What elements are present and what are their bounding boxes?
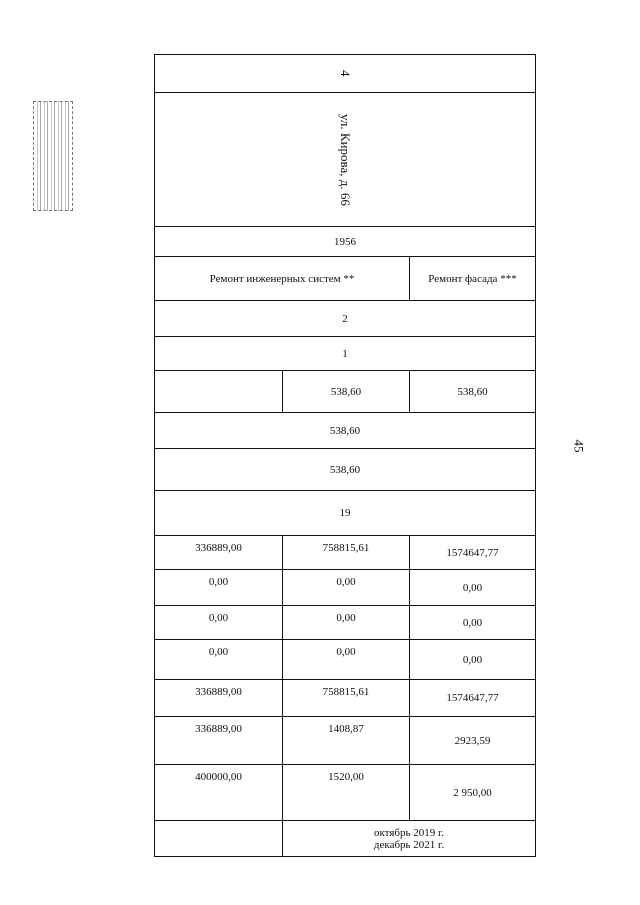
table-row <box>155 257 535 301</box>
table-row <box>155 680 535 717</box>
cost-cell: 1520,00 <box>282 765 409 820</box>
cost-cell: 2923,59 <box>409 717 535 764</box>
cost-cell: 0,00 <box>282 640 409 679</box>
table-row <box>155 606 535 640</box>
data-table <box>154 54 536 857</box>
table-row <box>155 640 535 680</box>
cost-cell: 336889,00 <box>195 686 242 698</box>
area-mid-cell: 538,60 <box>282 371 409 412</box>
column-number: 4 <box>338 70 353 77</box>
period-cell <box>282 821 535 856</box>
cost-cell: 0,00 <box>282 570 409 605</box>
row-1-cell: 1 <box>342 347 348 360</box>
row-2-cell: 2 <box>342 312 348 325</box>
table-row <box>155 55 535 93</box>
area-left-cell <box>155 371 282 412</box>
table-row <box>155 717 535 765</box>
table-row <box>155 227 535 257</box>
table-row <box>155 371 535 413</box>
cost-cell: 1408,87 <box>282 717 409 764</box>
page-number: 45 <box>571 439 587 453</box>
table-row <box>155 337 535 371</box>
area-right-cell: 538,60 <box>409 371 535 412</box>
address-cell: ул. Кирова, д. 66 <box>338 113 353 206</box>
cost-cell: 0,00 <box>409 606 535 639</box>
table-row <box>155 765 535 821</box>
cost-cell: 0,00 <box>409 640 535 679</box>
cost-cell: 0,00 <box>208 646 229 658</box>
cost-cell: 0,00 <box>208 576 229 588</box>
work-type-facade: Ремонт фасада *** <box>409 257 535 300</box>
cost-cell: 2 950,00 <box>409 765 535 820</box>
area-total-2: 538,60 <box>329 463 361 476</box>
cost-cell: 336889,00 <box>195 542 242 554</box>
table-row <box>155 301 535 337</box>
cost-cell: 1574647,77 <box>409 680 535 716</box>
table-row <box>155 570 535 606</box>
cost-cell: 336889,00 <box>195 723 242 735</box>
cost-cell: 0,00 <box>208 612 229 624</box>
stamp-mark <box>33 101 73 211</box>
cost-cell: 400000,00 <box>195 771 242 783</box>
period-end: декабрь 2021 г. <box>373 838 445 851</box>
table-row <box>155 93 535 227</box>
cost-cell: 0,00 <box>282 606 409 639</box>
cost-cell: 758815,61 <box>282 680 409 716</box>
cost-cell: 758815,61 <box>282 536 409 569</box>
work-type-engineering: Ремонт инженерных систем ** <box>209 272 355 285</box>
year-cell: 1956 <box>334 235 356 248</box>
area-total-1: 538,60 <box>329 424 361 437</box>
cost-cell: 0,00 <box>409 570 535 605</box>
table-row <box>155 413 535 449</box>
table-row <box>155 821 535 856</box>
table-row <box>155 491 535 536</box>
residents-cell: 19 <box>339 507 351 519</box>
table-row <box>155 536 535 570</box>
table-row <box>155 449 535 491</box>
period-empty-cell <box>155 821 282 856</box>
period-start: октябрь 2019 г. <box>373 826 445 839</box>
cost-cell: 1574647,77 <box>409 536 535 569</box>
